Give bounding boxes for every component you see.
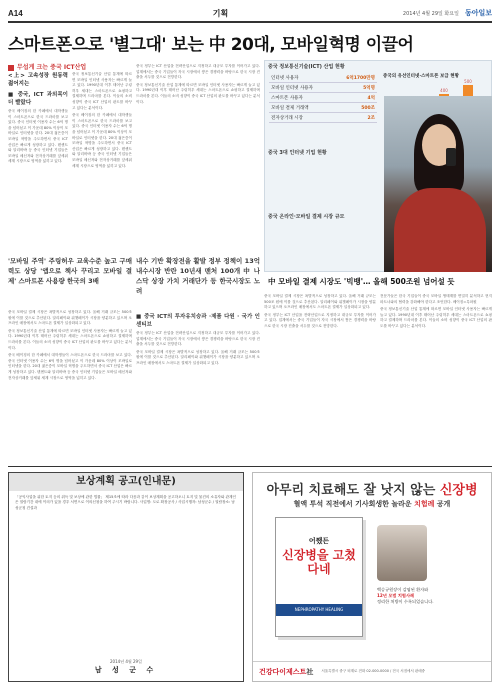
ict-stats-table <box>269 73 377 123</box>
notice-date: 2014년 4월 29일 <box>110 659 142 664</box>
article-column-4 <box>8 310 132 462</box>
column4-text-cont: 중국 정보통신기술 산업 통계에 따르면 모바일 인터넷 사용자는 빠르게 늘고 있다. 1990년대 이후 태어난 주링허우 세대는 스마트폰으로 쇼핑하고 결제하며 드라마를 본다. 이들의 소비 성향이 중국 ICT 산업의 판도를 바꾸고 있다는 분석이다. <box>8 328 132 350</box>
book-advertisement[interactable] <box>252 472 492 682</box>
column6-text: 중국 모바일 결제 시장은 폭발적으로 성장하고 있다. 올해 거래 규모는 500조 원에 이를 것으로 추산된다. 알리페이와 위챗페이가 시장을 양분하고 있으며 오프라인 매장에서도 스마트폰 결제가 일상화되고 있다. <box>264 294 376 310</box>
stats-row <box>269 103 377 113</box>
column4-text: 중국 모바일 결제 시장은 폭발적으로 성장하고 있다. 올해 거래 규모는 500조 원에 이를 것으로 추산된다. 알리페이와 위챗페이가 시장을 양분하고 있으며 오프라인 매장에서도 스마트폰 결제가 일상화되고 있다. <box>8 310 132 326</box>
ad-footer <box>253 661 491 681</box>
stats-value: 2조 <box>332 113 377 123</box>
column5-text: 중국 정부는 ICT 산업을 전략산업으로 지정하고 대규모 투자를 이어가고 있다. 업계에서는 중국 기업들이 자국 시장에서 쌓은 경쟁력을 바탕으로 한국 시장 진출을 서두를 것으로 전망한다. <box>136 331 260 347</box>
author-photo <box>377 525 427 581</box>
ad-copy-line3: 정리한 처방이 수록되었습니다. <box>377 599 434 604</box>
publisher-contact: 서울특별시 중구 퇴계로 전화 02-000-0000 / 전국 서점에서 판매중 <box>321 669 425 673</box>
stats-label: 모바일 인터넷 사용자 <box>269 83 332 93</box>
pull-quote-2 <box>136 256 260 306</box>
section-label: 기획 <box>212 8 229 18</box>
page-number: A14 <box>8 8 23 18</box>
bar-chart-title: 중국의 유선인터넷·스마트폰 보급 현황 <box>383 74 459 79</box>
ad-sub-accent: 치험례 <box>414 500 435 508</box>
book-cover <box>275 517 363 637</box>
photo-caption: 中 모바일 결제 시장도 '빅뱅'… 올해 500조원 넘어설 듯 <box>264 274 492 290</box>
article-column-1 <box>8 72 68 252</box>
column2-text: 중국 정보통신기술 산업 통계에 따르면 모바일 인터넷 사용자는 빠르게 늘고 있다. 1990년대 이후 태어난 주링허우 세대는 스마트폰으로 쇼핑하고 결제하며 드라마를 본다. 이들의 소비 성향이 중국 ICT 산업의 판도를 바꾸고 있다는 분석이다. <box>72 72 132 110</box>
ad-headline-accent: 신장병 <box>439 483 478 498</box>
public-notice <box>8 472 244 682</box>
photo-coat <box>394 188 486 272</box>
bar-value-label: 400 <box>440 88 448 93</box>
stats-value: 4억 <box>332 93 377 103</box>
stats-row <box>269 73 377 83</box>
masthead-rule <box>8 21 492 23</box>
kicker-square-icon <box>8 65 14 71</box>
article-column-5 <box>136 310 260 462</box>
ad-subheadline <box>253 499 491 509</box>
bar-value-label: 500 <box>464 79 472 84</box>
ad-copy-line1: 백승규원장이 감염된 환자와 <box>377 587 429 592</box>
column1-subhead: ■ 중국, ICT 과외목이 더 빨랐다 <box>8 92 68 106</box>
column4-text-cont2: 중국 베이징의 한 카페에서 대학생들이 스마트폰으로 한국 드라마를 보고 있다. 중국 인터넷 이용자 수는 6억 명을 넘어섰고 이 가운데 80% 이상이 모바일로 인터넷을 한다. 20대 젊은층이 모바일 혁명을 주도하면서 중국 ICT 산업은 빠르게 성장하고 있다. 텐센트와 알리바바 등 중국 인터넷 기업들은 모바일 메신저와 전자상거래를 앞세워 세계 시장으로 영역을 넓히고 있다. <box>8 353 132 380</box>
stats-row <box>269 93 377 103</box>
masthead <box>8 6 492 20</box>
notice-title: 보상계획 공고(인내문) <box>9 473 243 491</box>
column1-text: 중국 베이징의 한 카페에서 대학생들이 스마트폰으로 한국 드라마를 보고 있다. 중국 인터넷 이용자 수는 6억 명을 넘어섰고 이 가운데 80% 이상이 모바일로 인터넷을 한다. 20대 젊은층이 모바일 혁명을 주도하면서 중국 ICT 산업은 빠르게 성장하고 있다. 텐센트와 알리바바 등 중국 인터넷 기업들은 모바일 메신저와 전자상거래를 앞세워 세계 시장으로 영역을 넓히고 있다. <box>8 109 68 164</box>
column7-text: 전문가들은 한국 기업들이 중국 모바일 생태계를 면밀히 분석하고 현지 파트너와의 협력을 강화해야 한다고 조언한다. 베이징=특파원 <box>380 294 492 304</box>
article-column-7 <box>380 294 492 462</box>
column5-subhead: ■ 중국 ICT의 투자유치승과 ·제품 다원 · 국가 인센티브 <box>136 314 260 328</box>
ad-divider <box>8 466 492 467</box>
column3-text: 중국 정부는 ICT 산업을 전략산업으로 지정하고 대규모 투자를 이어가고 있다. 업계에서는 중국 기업들이 자국 시장에서 쌓은 경쟁력을 바탕으로 한국 시장 진출을 서두를 것으로 전망한다. <box>136 64 260 80</box>
news-photo <box>384 96 492 272</box>
notice-issuer: 남 성 군 수 <box>94 666 158 674</box>
stats-label: 인터넷 사용자 <box>269 73 332 83</box>
book-title-line2: 신장병을 고쳤다네 <box>282 548 356 576</box>
payment-title: 중국 온라인·모바일 결제 시장 규모 <box>268 214 345 220</box>
kicker-text: 무섭게 크는 중국 ICT산업 <box>17 64 87 71</box>
pull-quote-1 <box>8 256 132 306</box>
stats-value: 500조 <box>332 103 377 113</box>
ad-sub-pre: 혈액 투석 직전에서 기사회생한 놀라운 <box>293 500 412 508</box>
stats-value: 6억1700만명 <box>332 73 377 83</box>
publisher-logo <box>259 667 313 677</box>
column5-text-cont: 중국 모바일 결제 시장은 폭발적으로 성장하고 있다. 올해 거래 규모는 500조 원에 이를 것으로 추산된다. 알리페이와 위챗페이가 시장을 양분하고 있으며 오프라인 매장에서도 스마트폰 결제가 일상화되고 있다. <box>136 349 260 365</box>
issue-date: 2014년 4월 29일 화요일 <box>402 10 459 17</box>
publisher-name: 건강다이제스트 <box>259 667 307 676</box>
ad-copy <box>377 587 487 605</box>
ad-copy-line2: 12년 모범 치험사례 <box>377 593 415 598</box>
infographic-title: 중국 정보통신기술(ICT) 산업 현황 <box>268 64 345 70</box>
ad-headline-pre: 아무리 치료해도 잘 낫지 않는 <box>266 483 436 498</box>
stats-label: 모바일 결제 거래액 <box>269 103 332 113</box>
article-column-3 <box>136 64 260 152</box>
stats-label: 전자상거래 시장 <box>269 113 332 123</box>
stats-value: 5억명 <box>332 83 377 93</box>
column3-text-cont: 중국 정보통신기술 산업 통계에 따르면 모바일 인터넷 사용자는 빠르게 늘고 있다. 1990년대 이후 태어난 주링허우 세대는 스마트폰으로 쇼핑하고 결제하며 드라마를 본다. 이들의 소비 성향이 중국 ICT 산업의 판도를 바꾸고 있다는 분석이다. <box>136 82 260 104</box>
pull-quote-1-text: '모바일 주역' 주링허우 교육수준 높고 구매력도 상당 '앱으로 책사 꾸리고 모바일 결제' 스마트폰 사용량 한국의 3배 <box>8 257 132 285</box>
series-kicker <box>8 62 86 71</box>
publisher-suffix: 社 <box>306 667 314 676</box>
column2-text-cont: 중국 베이징의 한 카페에서 대학생들이 스마트폰으로 한국 드라마를 보고 있다. 중국 인터넷 이용자 수는 6억 명을 넘어섰고 이 가운데 80% 이상이 모바일로 인터넷을 한다. 20대 젊은층이 모바일 혁명을 주도하면서 중국 ICT 산업은 빠르게 성장하고 있다. 텐센트와 알리바바 등 중국 인터넷 기업들은 모바일 메신저와 전자상거래를 앞세워 세계 시장으로 영역을 넓히고 있다. <box>72 113 132 168</box>
stats-row <box>269 113 377 123</box>
book-title-line1: 어쨌든 <box>308 537 330 545</box>
column6-text-cont: 중국 정부는 ICT 산업을 전략산업으로 지정하고 대규모 투자를 이어가고 있다. 업계에서는 중국 기업들이 자국 시장에서 쌓은 경쟁력을 바탕으로 한국 시장 진출을 서두를 것으로 전망한다. <box>264 312 376 328</box>
series-subtitle: <上> 고속성장 원동력 젊어지는 <box>8 73 68 87</box>
ad-sub-post: 공개 <box>436 500 451 508</box>
phone-icon <box>446 148 456 166</box>
companies-title: 중국 3대 인터넷 기업 현황 <box>268 150 327 156</box>
stats-row <box>269 83 377 93</box>
notice-body: 「공익사업을 위한 토지 등의 취득 및 보상에 관한 법률」 제15조에 따라 다음과 같이 보상계획을 공고하오니 토지 및 물건의 소유자와 관계인은 열람기간 내에 이의가 있을 경우 서면으로 이의신청을 하여 주시기 바랍니다. 사업명: 도로 확장공사 / 사업시행자: 남성군수 / 열람장소: 남성군청 건설과 <box>15 495 236 510</box>
pull-quote-2-text: 내수 기반 확장전을 활발 정부 정책이 13억 내수시장 반란 10년새 맨처 100개 中 나스닥 상장 가치 거래단가 등 한국시장도 노려 <box>136 257 260 295</box>
article-column-6 <box>264 294 376 462</box>
paper-name: 동아일보 <box>464 9 492 17</box>
article-column-2 <box>72 72 132 252</box>
book-band: NEPHROPATHY HEALING <box>276 604 362 616</box>
ad-headline <box>253 479 491 498</box>
column7-text-cont: 중국 정보통신기술 산업 통계에 따르면 모바일 인터넷 사용자는 빠르게 늘고 있다. 1990년대 이후 태어난 주링허우 세대는 스마트폰으로 쇼핑하고 결제하며 드라마를 본다. 이들의 소비 성향이 중국 ICT 산업의 판도를 바꾸고 있다는 분석이다. <box>380 307 492 328</box>
notice-signature <box>9 659 243 675</box>
page-headline: 스마트폰으로 '별그대' 보는 中 20대, 모바일혁명 이끌어 <box>8 35 414 55</box>
stats-label: 스마트폰 사용자 <box>269 93 332 103</box>
